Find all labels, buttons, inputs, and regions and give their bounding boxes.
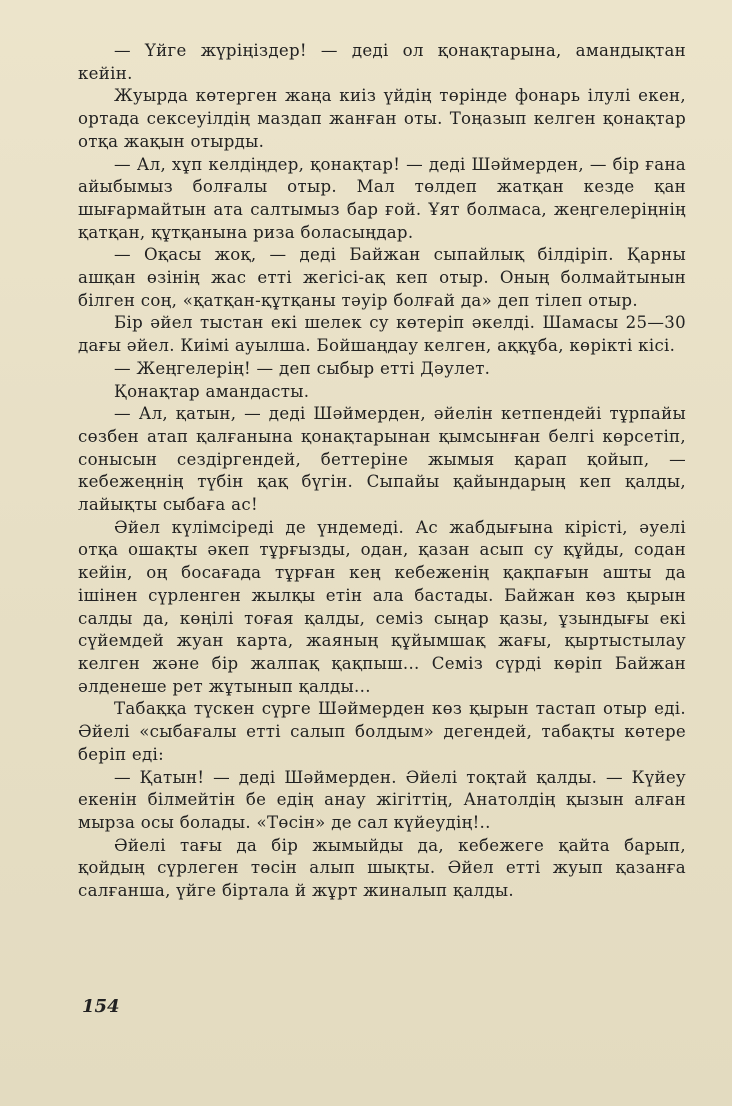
paragraph: Әйелі тағы да бір жымыйды да, кебежеге қайта барып, қойдың сүрлеген төсін алып шықты. Әйел етті жуып қазанға салғанша, үйге біртала й жұрт жиналып қалды. [78, 835, 686, 901]
paragraph: Әйел күлімсіреді де үндемеді. Ас жабдығына кірісті, әуелі отқа ошақты әкеп тұрғызды, одан, қазан асып су құйды, содан кейін, оң босағада тұрған кең кебеженің қақпағын ашты да ішінен сүрленген жылқы етін ала бастады. Байжан көз қырын салды да, көңілі тоғая қалды, семіз сыңар қазы, ұзындығы екі сүйемдей жуан карта, жаяның құйымшақ жағы, қыртыстылау келген және бір жалпақ қақпыш... Семіз сүрді көріп Байжан әлденеше рет жұтынып қалды... [78, 517, 686, 696]
paragraph: — Ал, хұп келдіңдер, қонақтар! — деді Шәймерден, — бір ғана айыбымыз болғалы отыр. Мал төлдеп жатқан кезде қан шығармайтын ата салтымыз бар ғой. Ұят болмаса, жеңгелеріңнің қатқан, құтқанына риза боласыңдар. [78, 154, 686, 242]
paragraph: Жуырда көтерген жаңа киіз үйдің төрінде фонарь ілулі екен, ортада сексеуілдің маздап жанған оты. Тоңазып келген қонақтар отқа жақын отырды. [78, 86, 686, 151]
paragraph: Табаққа түскен сүрге Шәймерден көз қырын тастап отыр еді. Әйелі «сыбағалы етті салып болдым» дегендей, табақты көтере беріп еді: [78, 699, 686, 764]
paragraph: — Қатын! — деді Шәймерден. Әйелі тоқтай қалды. — Күйеу екенін білмейтін бе едің анау жігіттің, Анатолдің қызын алған мырза осы болады. «Төсін» де сал күйеудің!.. [78, 767, 686, 832]
paragraph: Қонақтар амандасты. [114, 381, 310, 401]
paragraph: Бір әйел тыстан екі шелек су көтеріп әкелді. Шамасы 25—30 дағы әйел. Киімі ауылша. Бойшаңдау келген, аққұба, көрікті кісі. [78, 313, 686, 356]
paragraph: — Жеңгелерің! — деп сыбыр етті Дәулет. [114, 358, 491, 378]
page-number: 154 [82, 996, 120, 1017]
body-text [78, 40, 686, 903]
paragraph: — Ал, қатын, — деді Шәймерден, әйелін кетпендейі тұрпайы сөзбен атап қалғанына қонақтарынан қымсынған белгі көрсетіп, сонысын сездіргендей, беттеріне жымыя қарап қойып, — кебежеңнің түбін қақ бүгін. Сыпайы қайындарың кеп қалды, лайықты сыбаға ас! [78, 404, 686, 515]
paragraph: — Үйге жүріңіздер! — деді ол қонақтарына, амандықтан кейін. [78, 41, 686, 83]
paragraph: — Оқасы жоқ, — деді Байжан сыпайлық білдіріп. Қарны ашқан өзінің жас етті жегісі-ақ кеп отыр. Оның болмайтынын білген соң, «қатқан-құтқаны тәуір болғай да» деп тілеп отыр. [78, 245, 686, 310]
